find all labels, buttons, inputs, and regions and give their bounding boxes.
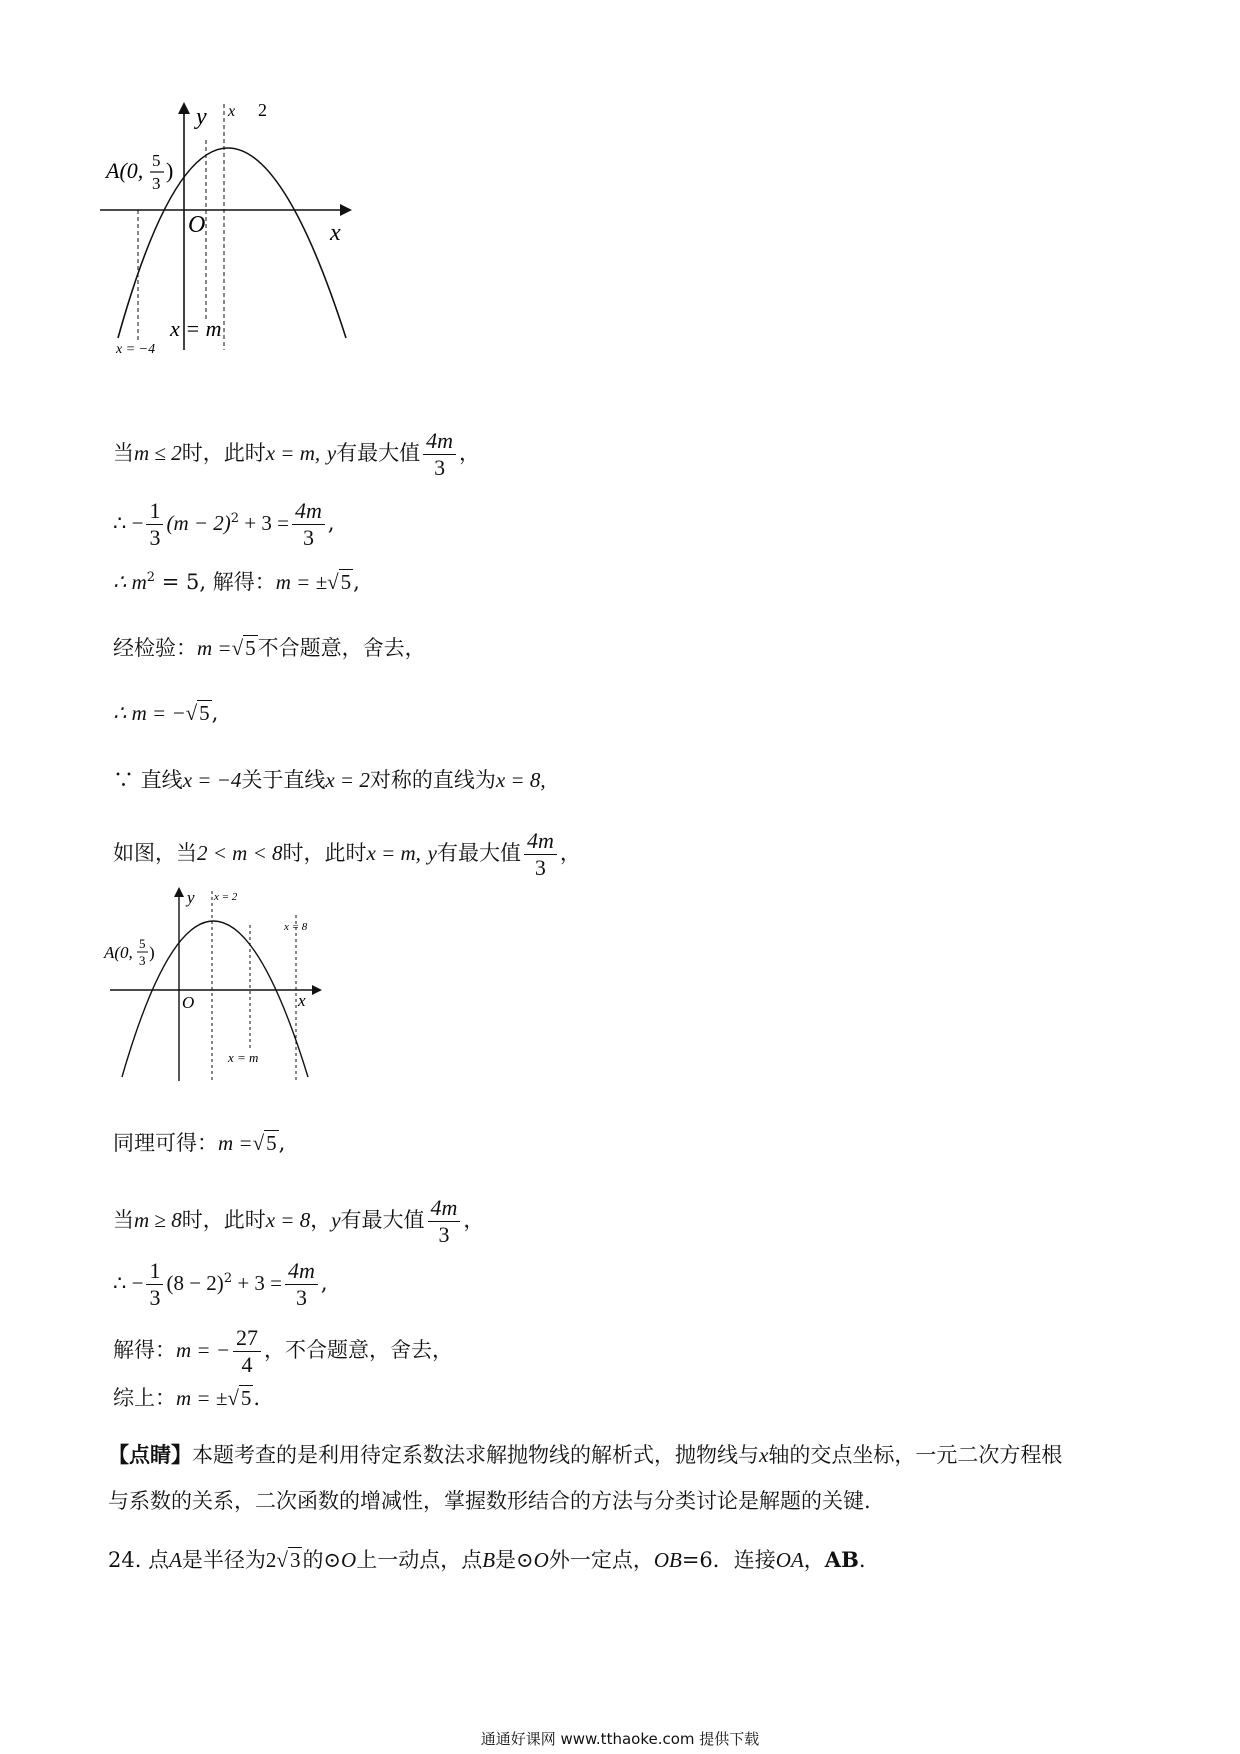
math: O [341,1548,357,1572]
radicand: 5 [199,701,210,725]
text: ，不合题意，舍去， [264,1338,454,1362]
parabola-figure-1 [100,100,370,400]
line-2 [113,498,335,551]
label-point-a-num: 5 [139,936,146,951]
text: = 5, 解得： [155,570,276,594]
text: 与系数的关系，二次函数的增减性，掌握数形结合的方法与分类讨论是解题的关键. [108,1489,871,1513]
text: 轴的交点坐标，一元二次方程根 [768,1443,1063,1467]
exponent: 2 [223,1271,233,1286]
math: O [533,1548,549,1572]
line-3 [113,563,360,597]
numerator: 1 [146,498,163,525]
text: 的⊙ [302,1548,342,1572]
math: x = m, [265,441,321,465]
math: ∴ m [113,570,147,594]
math: ∴ − [113,1271,144,1295]
text: ， [559,841,581,865]
text: 综上： [113,1386,176,1410]
denominator: 4 [241,1352,253,1377]
fraction [146,498,163,551]
note-tag: 【点睛】 [108,1442,192,1467]
text: , [278,1131,286,1155]
line-6 [113,765,546,795]
label-point-a: A(0, [104,943,133,962]
text: ， [803,1548,825,1572]
label-y: y [196,104,207,130]
math: (8 − 2) [166,1271,224,1295]
text: 如图，当 [113,841,197,865]
x-axis-arrow [340,204,352,216]
math: (m − 2) [166,511,231,535]
fraction [233,1325,261,1378]
text: 当 [113,441,134,465]
math: m ≥ 8 [134,1208,182,1232]
y-axis-arrow [174,887,184,897]
line-12 [113,1383,260,1413]
radicand: 3 [289,1548,301,1572]
math: + 3 = [239,511,290,535]
math: ∴ m = − [113,701,186,725]
label-point-a-num: 5 [152,151,161,170]
numerator: 1 [146,1258,163,1285]
question-24 [108,1545,866,1575]
denominator: 3 [295,1285,307,1310]
numerator: 4m [423,428,456,455]
label-x: x [298,991,306,1010]
math: 2 [265,1548,277,1572]
math: y [326,441,337,465]
line-5 [113,698,218,728]
math: m = − [176,1338,231,1362]
text: 外一定点， [548,1548,654,1572]
text: 有最大值 [340,1208,425,1232]
text: 当 [113,1208,134,1232]
text: =6．连接 [681,1548,776,1572]
radicand: 5 [340,570,352,594]
exponent: 2 [146,570,156,585]
denominator: 3 [302,525,314,550]
fraction [292,498,325,551]
line-1 [113,428,480,481]
exponent: 2 [230,511,240,526]
label-point-a: A(0, [106,158,144,183]
math: ∴ − [113,511,144,535]
text: , [211,701,219,725]
label-point-a-den: 3 [152,174,161,193]
label-x-eq-2: x = 2 [214,891,238,903]
fraction [423,428,456,481]
denominator: 3 [438,1222,450,1247]
numerator: 4m [524,828,557,855]
math: A [169,1548,182,1572]
math: m ≤ 2 [134,441,182,465]
math: 2 < m < 8 [197,841,283,865]
fraction [524,828,557,881]
page-footer: 通通好课网 www.tthaoke.com 提供下载 [480,1730,760,1748]
label-x-eq-m: x = m [228,1050,259,1065]
sqrt: √5 [227,1386,252,1410]
label-x-eq-neg4: x = −4 [116,342,156,357]
text: , [320,1271,328,1295]
math: AB [824,1547,859,1572]
text: , [327,511,335,535]
radicand: 5 [266,1131,277,1155]
label-point-a-close: ) [149,943,155,962]
fraction [146,1258,163,1311]
numerator: 4m [285,1258,318,1285]
label-point-a-close: ) [166,158,174,183]
label-origin: O [182,993,195,1012]
math: + 3 = [232,1271,283,1295]
text: 经检验： [113,636,197,660]
text: 对称的直线为 [369,768,496,792]
text: . [253,1386,261,1410]
label-x2-a: x [228,103,236,120]
text: 同理可得： [113,1131,218,1155]
text: . [858,1548,866,1572]
text: 上一动点，点 [356,1548,483,1572]
text: ， [310,1208,332,1232]
math: x = 2 [325,768,370,792]
denominator: 3 [534,855,546,880]
note-line-1 [108,1440,1062,1470]
text: 时，此时 [282,841,367,865]
line-4 [113,633,426,663]
denominator: 3 [434,455,446,480]
math: y [427,841,437,865]
math: OB [653,1548,682,1572]
y-axis-arrow [178,102,190,114]
math: OA [775,1548,804,1572]
parabola-figure-2 [104,885,338,1095]
label-x2-b: 2 [258,100,267,120]
text: , [353,570,360,594]
text: 本题考查的是利用待定系数法求解抛物线的解析式，抛物线与 [192,1443,759,1467]
note-line-2 [108,1486,871,1516]
sqrt: √5 [252,1131,277,1155]
text: ， [459,441,481,465]
text: 24. 点 [108,1548,170,1572]
math: B [482,1548,496,1572]
text: 关于直线 [241,768,326,792]
denominator: 3 [149,1285,161,1310]
label-x-eq-8: x = 8 [284,921,308,933]
numerator: 4m [292,498,325,525]
math: x = 8 [265,1208,311,1232]
math: x = m, [366,841,421,865]
label-x: x [330,220,341,246]
text: 时，此时 [181,1208,266,1232]
line-9 [113,1195,484,1248]
line-10 [113,1258,328,1311]
numerator: 27 [233,1325,261,1352]
fraction [285,1258,318,1311]
text: 是⊙ [495,1548,534,1572]
radicand: 5 [240,1386,252,1410]
radicand: 5 [245,636,256,660]
numerator: 4m [428,1195,461,1222]
line-8 [113,1128,285,1158]
math: x [759,1443,769,1467]
label-y: y [187,888,195,907]
math: x = −4 [182,768,242,792]
text: 时，此时 [181,441,266,465]
label-origin: O [188,212,206,238]
sqrt: √5 [185,701,210,725]
math: m = ± [176,1386,228,1410]
text: ， [463,1208,485,1232]
text: 有最大值 [336,441,421,465]
text: 有最大值 [436,841,521,865]
sqrt: √5 [231,636,256,660]
sqrt: √5 [327,570,352,594]
text: ∵ 直线 [113,768,183,792]
x-axis-arrow [312,985,322,995]
math: y [331,1208,341,1232]
label-x-eq-m: x = m [170,316,222,341]
math: m = [197,636,232,660]
sqrt: √3 [276,1548,301,1572]
label-point-a-den: 3 [139,953,146,968]
line-7 [113,828,581,881]
fraction [428,1195,461,1248]
math: x = 8, [495,768,546,792]
text: 解得： [113,1338,176,1362]
denominator: 3 [149,525,161,550]
line-11 [113,1325,453,1378]
math: m = ± [275,570,328,594]
text: 是半径为 [181,1548,266,1572]
text: 不合题意，舍去， [257,636,426,660]
math: m = [218,1131,253,1155]
